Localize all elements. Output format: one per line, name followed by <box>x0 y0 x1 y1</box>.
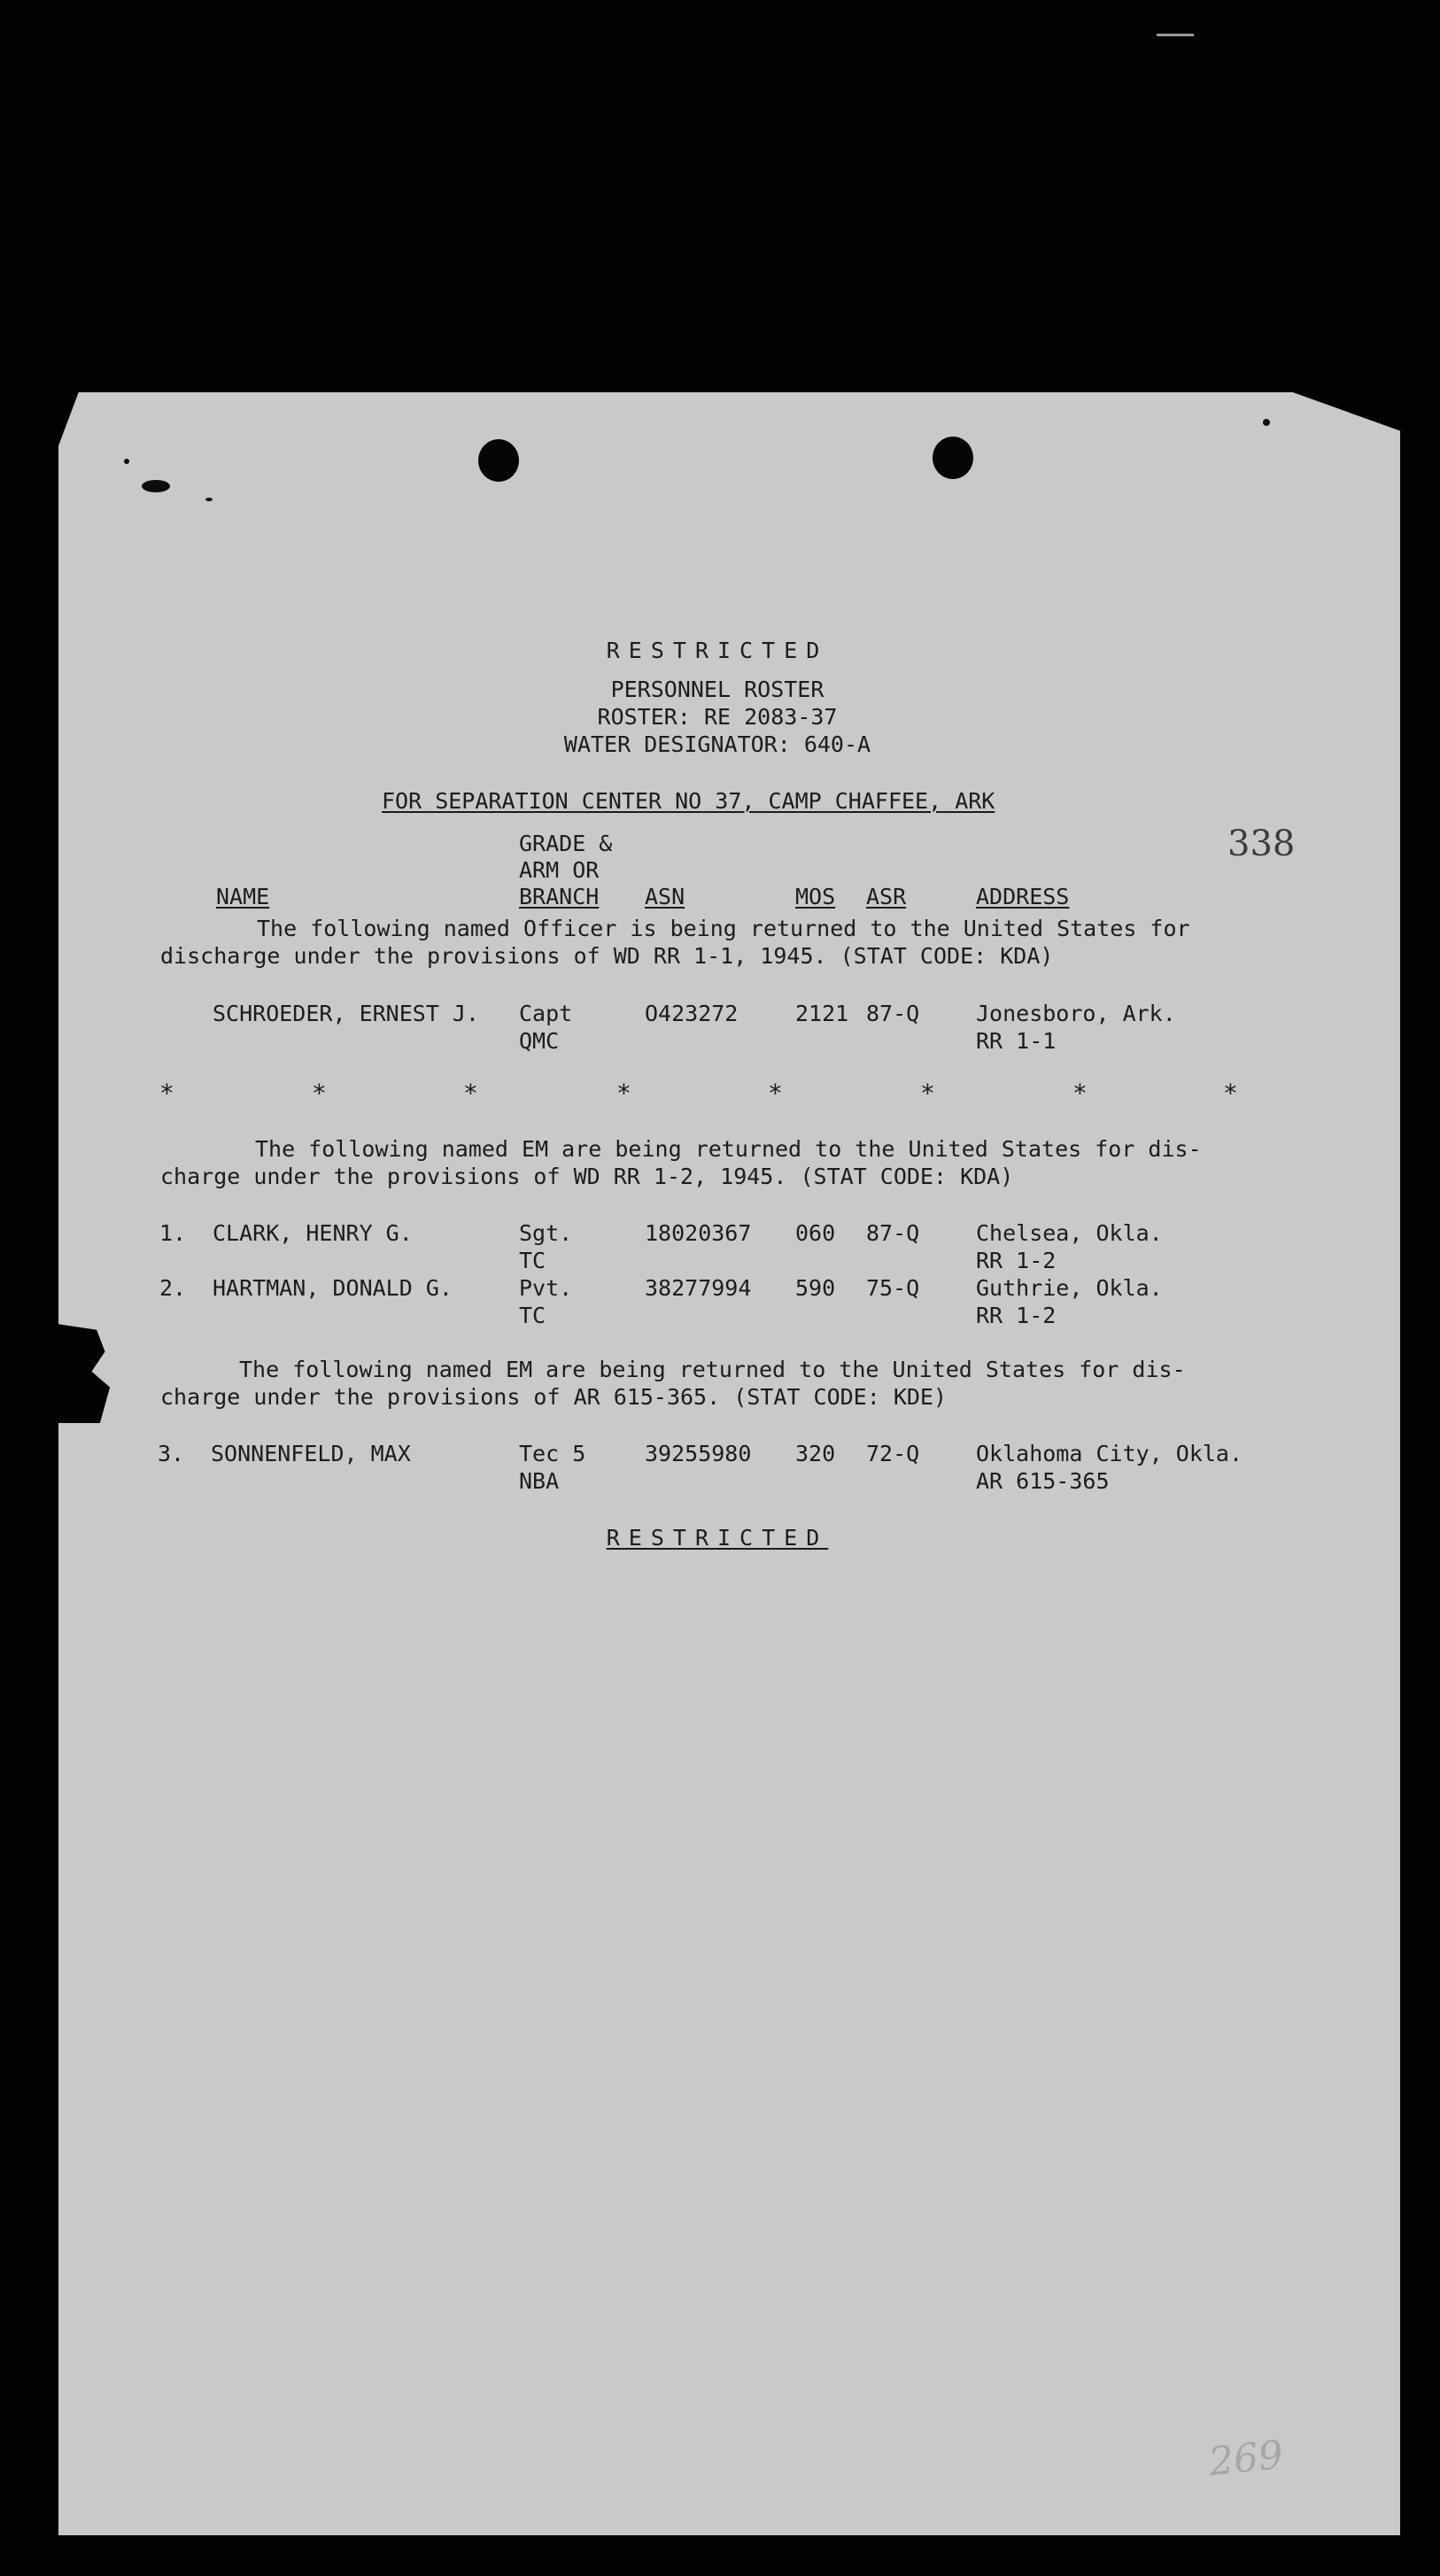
row-address: Guthrie, Okla. <box>976 1275 1163 1301</box>
row-branch: TC <box>519 1248 546 1273</box>
row-asr: 87-Q <box>866 1220 920 1246</box>
row-grade: Sgt. <box>519 1220 573 1246</box>
col-asr-header: ASR <box>866 884 907 909</box>
row-authority: RR 1-1 <box>976 1028 1057 1054</box>
water-designator: WATER DESIGNATOR: 640-A <box>563 731 871 757</box>
bottom-restricted-label: RESTRICTED <box>606 1525 829 1551</box>
row-authority: RR 1-2 <box>976 1248 1057 1273</box>
ink-blot <box>142 480 170 492</box>
col-branch-header: BRANCH <box>519 884 600 909</box>
section-intro-line1: The following named EM are being returned to the United States for dis- <box>255 1136 1202 1162</box>
col-grade-line1: GRADE & <box>519 831 613 856</box>
row-grade: Capt <box>519 1001 573 1026</box>
roster-number: ROSTER: RE 2083-37 <box>597 704 838 730</box>
row-asn: 38277994 <box>645 1275 752 1301</box>
section-intro-line2: charge under the provisions of WD RR 1-2, 1945. (STAT CODE: KDA) <box>160 1164 1014 1189</box>
separation-center: FOR SEPARATION CENTER NO 37, CAMP CHAFFEE, ARK <box>382 788 995 814</box>
section-intro-line1: The following named Officer is being returned to the United States for <box>257 916 1190 941</box>
col-grade-line2: ARM OR <box>519 857 600 883</box>
row-name: CLARK, HENRY G. <box>213 1220 413 1246</box>
section-intro-line2: charge under the provisions of AR 615-365. (STAT CODE: KDE) <box>160 1384 948 1410</box>
separator-star: * <box>768 1079 783 1108</box>
separator-star: * <box>616 1079 631 1108</box>
col-address-header: ADDRESS <box>976 884 1070 909</box>
page-number: 338 <box>1227 824 1296 864</box>
separator-star: * <box>920 1079 935 1108</box>
ink-speck <box>1263 419 1270 426</box>
row-grade: Pvt. <box>519 1275 573 1301</box>
punch-hole-left <box>478 439 519 482</box>
separator-star: * <box>312 1079 327 1108</box>
row-number: 1. <box>159 1220 187 1246</box>
row-authority: RR 1-2 <box>976 1303 1057 1328</box>
row-asn: O423272 <box>645 1001 739 1026</box>
top-restricted-label: RESTRICTED <box>606 638 829 663</box>
section-intro-line2: discharge under the provisions of WD RR 1-1, 1945. (STAT CODE: KDA) <box>160 943 1054 969</box>
row-name: SCHROEDER, ERNEST J. <box>213 1001 480 1026</box>
row-mos: 060 <box>795 1220 836 1246</box>
row-mos: 320 <box>795 1441 836 1466</box>
row-asr: 75-Q <box>866 1275 920 1301</box>
section-intro-line1: The following named EM are being returned to the United States for dis- <box>239 1357 1186 1382</box>
row-authority: AR 615-365 <box>976 1468 1110 1494</box>
row-asr: 72-Q <box>866 1441 920 1466</box>
row-number: 3. <box>158 1441 185 1466</box>
row-grade: Tec 5 <box>519 1441 586 1466</box>
row-number: 2. <box>159 1275 187 1301</box>
row-branch: QMC <box>519 1028 560 1054</box>
row-mos: 590 <box>795 1275 836 1301</box>
ink-speck <box>205 498 213 501</box>
row-branch: NBA <box>519 1468 560 1494</box>
row-address: Oklahoma City, Okla. <box>976 1441 1243 1466</box>
row-address: Chelsea, Okla. <box>976 1220 1163 1246</box>
row-asn: 39255980 <box>645 1441 752 1466</box>
separator-star: * <box>1223 1079 1238 1108</box>
punch-hole-right <box>933 437 973 479</box>
separator-star: * <box>159 1079 174 1108</box>
row-name: HARTMAN, DONALD G. <box>213 1275 453 1301</box>
col-asn-header: ASN <box>645 884 685 909</box>
handwritten-number: 269 <box>1206 2432 1286 2486</box>
separator-star: * <box>1072 1079 1088 1108</box>
row-address: Jonesboro, Ark. <box>976 1001 1176 1026</box>
row-mos: 2121 <box>795 1001 849 1026</box>
roster-title: PERSONNEL ROSTER <box>610 677 825 702</box>
ink-speck <box>124 459 129 464</box>
row-asn: 18020367 <box>645 1220 752 1246</box>
row-asr: 87-Q <box>866 1001 920 1026</box>
separator-star: * <box>463 1079 478 1108</box>
row-branch: TC <box>519 1303 546 1328</box>
row-name: SONNENFELD, MAX <box>211 1441 411 1466</box>
film-edge-mark <box>1157 34 1194 36</box>
col-name-header: NAME <box>216 884 270 909</box>
col-mos-header: MOS <box>795 884 836 909</box>
